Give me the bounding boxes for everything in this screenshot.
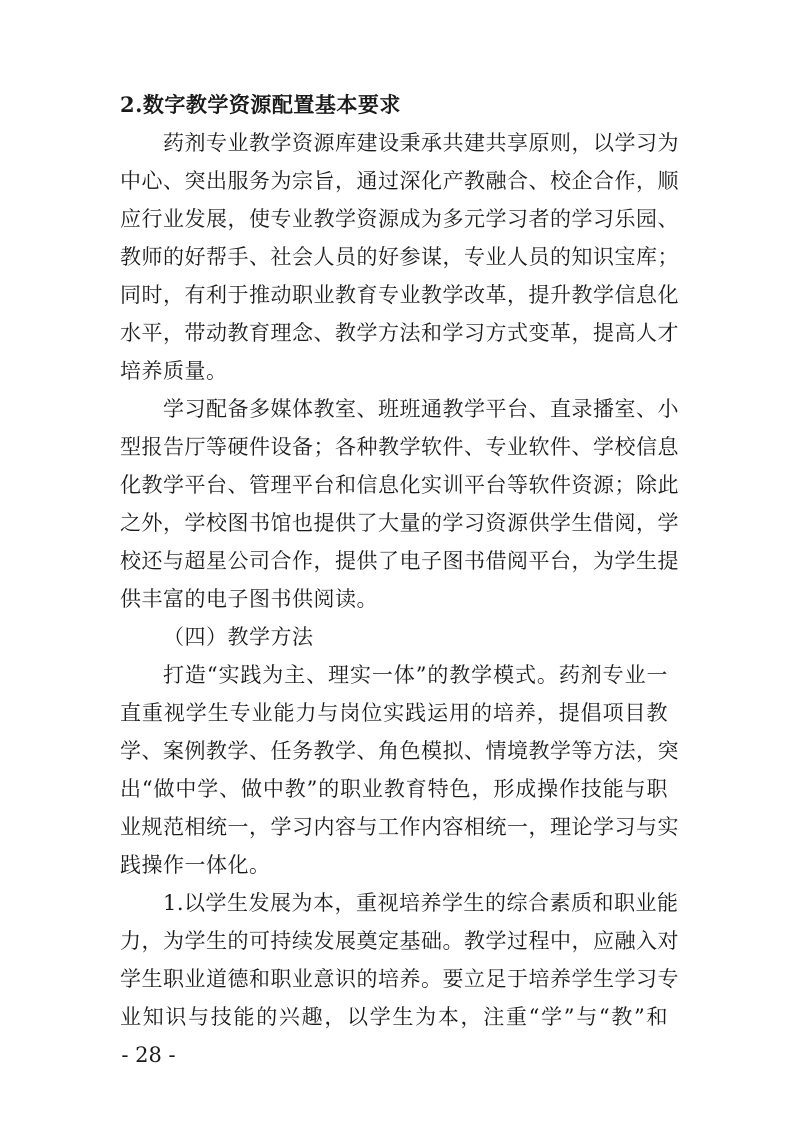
paragraph-line: 学、案例教学、任务教学、角色模拟、情境教学等方法，突	[120, 739, 679, 763]
paragraph-line: 打造“实践为主、理实一体”的教学模式。药剂专业一	[163, 663, 668, 687]
paragraph-line: 化教学平台、管理平台和信息化实训平台等软件资源；除此	[120, 473, 679, 497]
paragraph-line: 型报告厅等硬件设备；各种教学软件、专业软件、学校信息	[120, 435, 679, 459]
paragraph-line: 业知识与技能的兴趣，以学生为本，注重“学”与“教”和	[120, 1005, 668, 1029]
paragraph-line: 培养质量。	[120, 359, 228, 383]
paragraph-line: 力，为学生的可持续发展奠定基础。教学过程中，应融入对	[120, 929, 679, 953]
paragraph-line: 践操作一体化。	[120, 853, 271, 877]
paragraph-line: 应行业发展，使专业教学资源成为多元学习者的学习乐园、	[120, 207, 679, 231]
paragraph-line: 学习配备多媒体教室、班班通教学平台、直录播室、小	[163, 397, 679, 421]
paragraph-line: 中心、突出服务为宗旨，通过深化产教融合、校企合作，顺	[120, 169, 679, 193]
paragraph-line: 1.以学生发展为本，重视培养学生的综合素质和职业能	[163, 891, 679, 915]
paragraph-line: 出“做中学、做中教”的职业教育特色，形成操作技能与职	[120, 777, 668, 801]
paragraph-line: 直重视学生专业能力与岗位实践运用的培养，提倡项目教	[120, 701, 668, 725]
paragraph-line: 学生职业道德和职业意识的培养。要立足于培养学生学习专	[120, 967, 679, 991]
paragraph-line: 供丰富的电子图书供阅读。	[120, 587, 378, 611]
paragraph-line: 药剂专业教学资源库建设秉承共建共享原则，以学习为	[163, 131, 679, 155]
paragraph-line: 校还与超星公司合作，提供了电子图书借阅平台，为学生提	[120, 549, 679, 573]
subsection-heading: （四）教学方法	[163, 625, 314, 649]
section-heading: 2.数字教学资源配置基本要求	[120, 92, 401, 117]
paragraph-line: 之外，学校图书馆也提供了大量的学习资源供学生借阅，学	[120, 511, 679, 535]
paragraph-line: 教师的好帮手、社会人员的好参谋，专业人员的知识宝库；	[120, 245, 679, 269]
paragraph-line: 业规范相统一，学习内容与工作内容相统一，理论学习与实	[120, 815, 679, 839]
paragraph-line: 水平，带动教育理念、教学方法和学习方式变革，提高人才	[120, 321, 679, 345]
page-number: - 28 -	[121, 1043, 176, 1067]
paragraph-line: 同时，有利于推动职业教育专业教学改革，提升教学信息化	[120, 283, 679, 307]
